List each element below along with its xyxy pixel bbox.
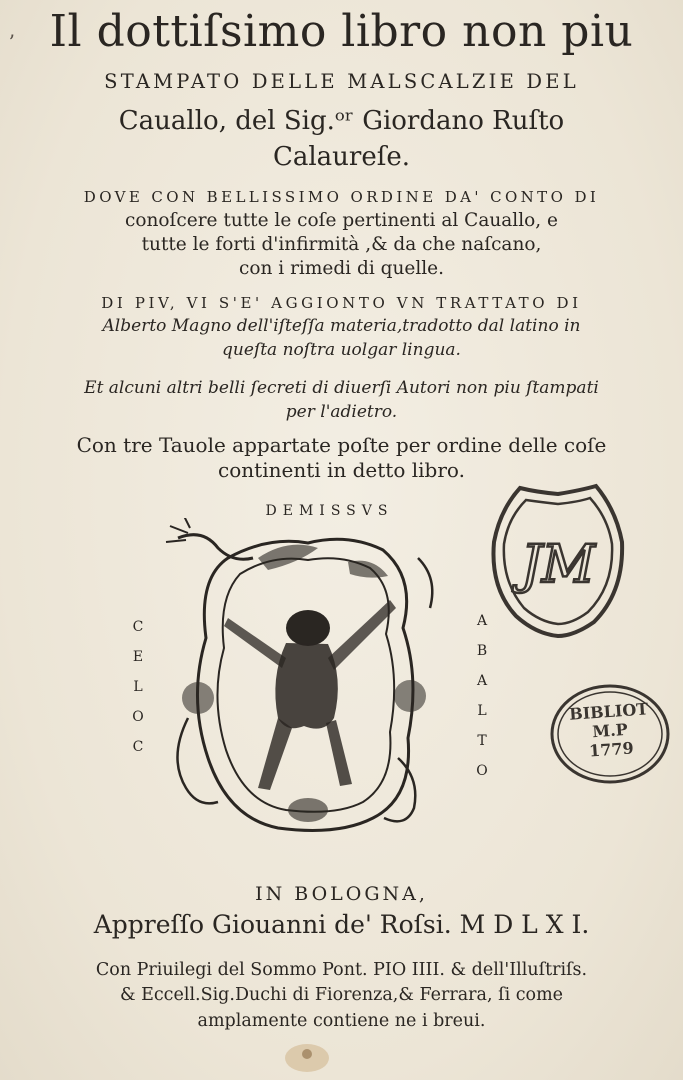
motto-left-letter: C <box>132 739 144 755</box>
device-motto-top: DEMISSVS <box>265 503 394 519</box>
motto-right-letter: B <box>476 643 488 659</box>
stamp-monogram: JM <box>520 535 596 595</box>
ownership-stamp <box>484 482 632 638</box>
title-line-3: Cauallo, del Sig.ᵒʳ Giordano Ruſto <box>118 106 565 136</box>
tables-line-1: Con tre Tauole appartate poſte per ordine delle coſe <box>76 433 607 457</box>
motto-left-letter: C <box>132 619 144 635</box>
motto-left-letter: E <box>132 649 144 665</box>
description-line-4: con i rimedi di quelle. <box>239 258 444 279</box>
description-line-1: DOVE CON BELLISSIMO ORDINE DA' CONTO DI <box>83 188 600 206</box>
printers-device-woodcut <box>158 518 448 838</box>
motto-right-letter: A <box>476 613 488 629</box>
privilege-line-1: Con Priuilegi del Sommo Pont. PIO IIII. & dell'Illuſtriſs. <box>95 960 588 980</box>
motto-right-letter: A <box>476 673 488 689</box>
description-line-2: conoſcere tutte le coſe pertinenti al Cauallo, e <box>125 210 558 231</box>
privilege-line-2: & Eccell.Sig.Duchi di Fiorenza,& Ferrara, ſi come <box>119 985 564 1005</box>
tables-line-2: continenti in detto libro. <box>218 458 465 482</box>
title-line-1: Il dottiſsimo libro non piu <box>49 6 634 57</box>
imprint-printer-date: Appreſſo Giouanni de' Roſsi. M D L X I. <box>93 910 590 939</box>
secrets-line-1: Et alcuni altri belli ſecreti di diuerſi Autori non piu ſtampati <box>84 378 599 398</box>
imprint-city: IN BOLOGNA, <box>255 883 428 905</box>
device-motto-left <box>128 612 148 762</box>
addition-line-1: DI PIV, VI S'E' AGGIONTO VN TRATTATO DI <box>101 294 582 312</box>
secrets-line-2: per l'adietro. <box>285 402 398 422</box>
title-line-2: STAMPATO DELLE MALSCALZIE DEL <box>104 70 579 93</box>
title-line-4: Calaureſe. <box>272 142 411 172</box>
motto-right-letter: O <box>476 763 488 779</box>
ink-speck: ʼ <box>8 30 15 54</box>
motto-right-letter: T <box>477 733 487 749</box>
addition-line-3: queſta noſtra uolgar lingua. <box>222 340 461 360</box>
motto-left-letter: L <box>133 679 143 695</box>
privilege-line-3: amplamente contiene ne i breui. <box>197 1011 486 1031</box>
bottom-ornament-stain <box>282 1040 332 1074</box>
addition-line-2: Alberto Magno dell'iſteſſa materia,tradotto dal latino in <box>102 316 581 336</box>
stamp-line: BIBLIOT <box>568 699 649 724</box>
motto-right-letter: L <box>477 703 487 719</box>
library-stamp-text <box>546 698 674 764</box>
description-line-3: tutte le forti d'infirmità ,& da che naſcano, <box>141 234 542 255</box>
stamp-line: M.P <box>591 719 629 742</box>
stamp-line: 1779 <box>588 738 635 761</box>
motto-left-letter: O <box>132 709 144 725</box>
